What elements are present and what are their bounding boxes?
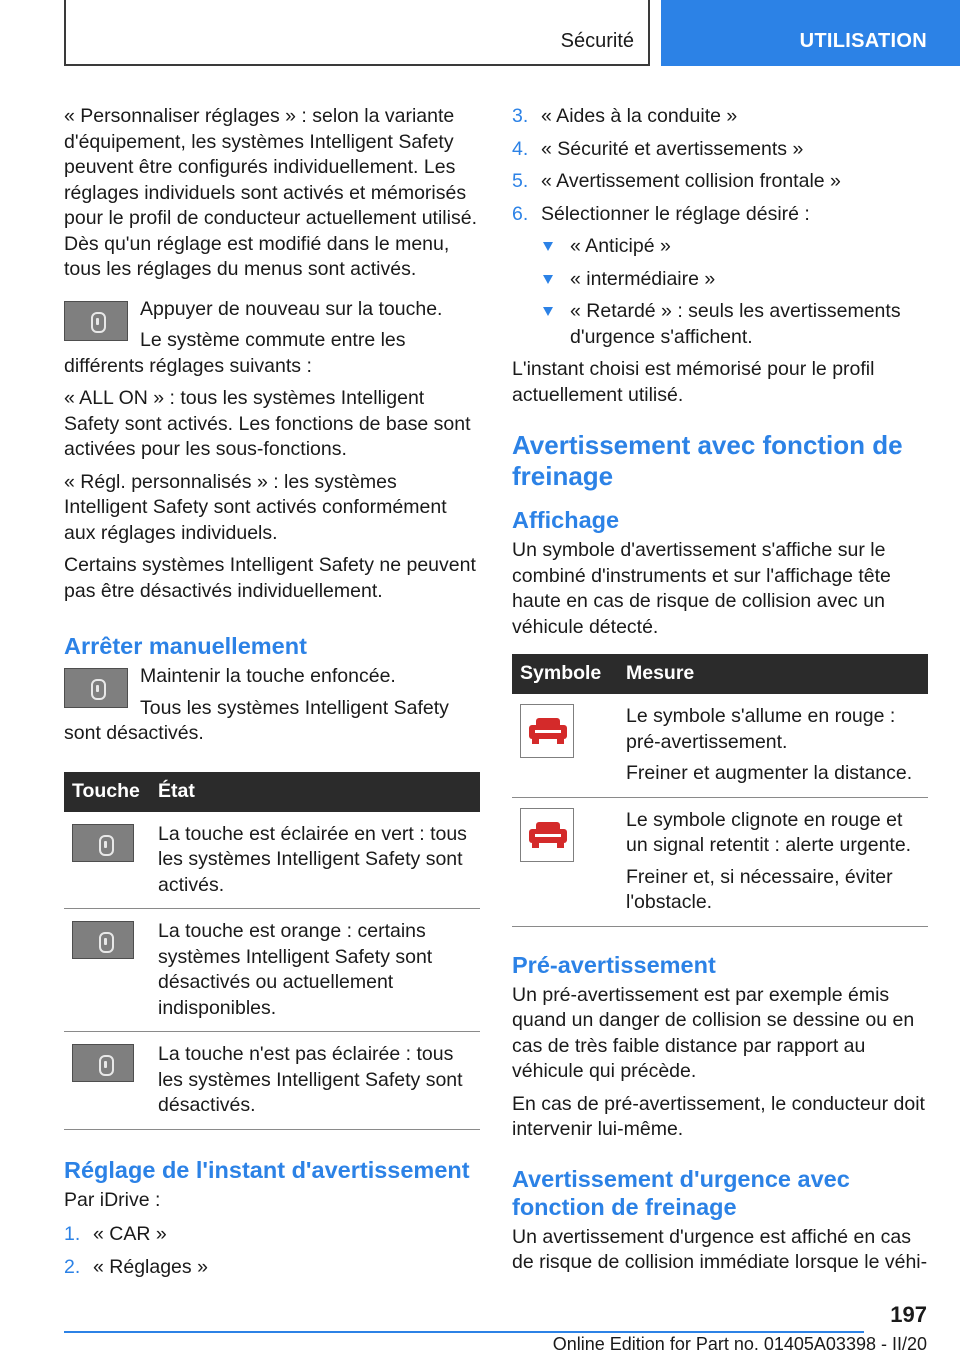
paragraph: Maintenir la touche enfoncée. — [140, 665, 396, 687]
paragraph: « Personnaliser réglages » : selon la variante d'équipement, les systèmes Intelligent Safety peuvent être configurés individuellement. Les réglages individuels sont activés et mémorisés pour le profil de conducteur actuellement utilisé. Dès qu'un réglage est modifié dans le menu, tous les réglages du menus sont activés. — [64, 105, 477, 280]
step-number: 3. — [512, 105, 529, 127]
paragraph: Par iDrive : — [64, 1188, 161, 1211]
option-item — [541, 234, 928, 260]
list-item — [64, 1222, 480, 1248]
paragraph: « Régl. personnalisés » : les systèmes Intelligent Safety sont activés conformément aux réglages individuels. — [64, 470, 447, 544]
step-text: Sélectionner le réglage désiré : — [541, 202, 810, 225]
intelligent-safety-key-icon — [72, 824, 134, 862]
key-instruction-block — [64, 297, 480, 380]
step-number: 5. — [512, 170, 529, 192]
option-list — [541, 234, 928, 350]
step-number: 4. — [512, 137, 529, 160]
step-text: « Avertissement collision frontale » — [541, 170, 841, 192]
key-state-table — [64, 772, 480, 1130]
list-item — [512, 169, 928, 195]
step-list — [512, 104, 928, 350]
table-cell-text: Freiner et augmenter la distance. — [626, 762, 913, 784]
table-header-cell: Symbole — [512, 654, 618, 694]
paragraph: Le système commute entre les différents réglages suivants : — [64, 329, 406, 377]
heading-warning-timing: Réglage de l'instant d'avertissement — [64, 1156, 470, 1183]
table-row — [512, 694, 928, 797]
table-header-cell: Touche — [64, 772, 150, 812]
table-cell-text: Freiner et, si nécessaire, éviter l'obstacle. — [626, 865, 893, 913]
left-column — [64, 104, 480, 1287]
heading-manual-stop: Arrêter manuellement — [64, 633, 307, 659]
table-cell-text: Le symbole clignote en rouge et un signal retentit : alerte urgente. — [626, 808, 912, 856]
list-item — [512, 104, 928, 130]
step-number: 2. — [64, 1255, 81, 1278]
header-chapter-tab — [661, 0, 960, 66]
option-text: « Anticipé » — [570, 235, 671, 257]
table-header-cell: État — [150, 772, 480, 812]
footer-edition: Online Edition for Part no. 01405A03398 - II/20 — [552, 1334, 927, 1354]
step-number: 6. — [512, 202, 529, 225]
header-chapter-title: UTILISATION — [799, 30, 927, 52]
option-text: « Retardé » : seuls les avertissements d'urgence s'affichent. — [570, 300, 901, 348]
paragraph: L'instant choisi est mémorisé pour le profil actuellement utilisé. — [512, 358, 875, 406]
list-item — [512, 202, 928, 351]
triangle-bullet-icon — [543, 307, 553, 316]
list-item — [64, 1255, 480, 1281]
table-cell-text: La touche est orange : certains systèmes Intelligent Safety sont désactivés ou actuellement indisponibles. — [158, 920, 433, 1019]
paragraph: Tous les systèmes Intelligent Safety sont désactivés. — [64, 696, 449, 744]
right-column — [512, 104, 928, 1283]
step-text: « Réglages » — [93, 1255, 208, 1278]
step-text: « Aides à la conduite » — [541, 105, 738, 127]
step-text: « CAR » — [93, 1223, 167, 1245]
intelligent-safety-key-icon — [64, 668, 128, 708]
heading-urgent-warning: Avertissement d'urgence avec fonction de freinage — [512, 1165, 850, 1220]
key-instruction-block — [64, 664, 480, 747]
paragraph: Appuyer de nouveau sur la touche. — [140, 297, 443, 320]
header-section-title: Sécurité — [560, 30, 634, 52]
heading-prewarning: Pré-avertissement — [512, 951, 716, 978]
collision-warning-car-icon — [520, 808, 574, 862]
table-row — [512, 797, 928, 926]
intelligent-safety-key-icon — [72, 921, 134, 959]
paragraph: Un symbole d'avertissement s'affiche sur le combiné d'instruments et sur l'affichage tête haute en cas de risque de collision avec un véhicule détecté. — [512, 539, 891, 638]
table-header-cell: Mesure — [618, 654, 928, 694]
collision-warning-car-icon — [520, 704, 574, 758]
paragraph: En cas de pré-avertissement, le conducteur doit intervenir lui-même. — [512, 1092, 925, 1140]
step-list — [64, 1222, 480, 1280]
page-number: 197 — [890, 1302, 927, 1327]
paragraph: Un avertissement d'urgence est affiché en cas de risque de collision immédiate lorsque le véhi- — [512, 1225, 928, 1273]
paragraph: « ALL ON » : tous les systèmes Intelligent Safety sont activés. Les fonctions de base sont activées pour les sous-fonctions. — [64, 387, 471, 460]
intelligent-safety-key-icon — [72, 1044, 134, 1082]
list-item — [512, 137, 928, 163]
step-text: « Sécurité et avertissements » — [541, 137, 804, 160]
paragraph: Certains systèmes Intelligent Safety ne peuvent pas être désactivés individuellement. — [64, 554, 476, 602]
table-cell-text: Le symbole s'allume en rouge : pré-avertissement. — [626, 705, 896, 753]
table-row — [64, 1032, 480, 1130]
table-header-row — [64, 772, 480, 812]
triangle-bullet-icon — [543, 242, 553, 251]
header-section-box — [64, 0, 650, 66]
table-header-row — [512, 654, 928, 694]
table-row — [64, 812, 480, 909]
option-item — [541, 299, 928, 350]
symbol-measure-table — [512, 654, 928, 927]
table-cell-text: La touche n'est pas éclairée : tous les systèmes Intelligent Safety sont désactivés. — [158, 1043, 463, 1116]
footer-divider — [64, 1331, 864, 1333]
option-item — [541, 267, 928, 293]
intelligent-safety-key-icon — [64, 301, 128, 341]
heading-display: Affichage — [512, 507, 620, 533]
heading-brake-warning: Avertissement avec fonction de freinage — [512, 430, 903, 491]
table-cell-text: La touche est éclairée en vert : tous les systèmes Intelligent Safety sont activés. — [158, 822, 467, 896]
paragraph: Un pré-avertissement est par exemple émis quand un danger de collision se dessine ou en cas de très faible distance par rapport au véhicule qui précède. — [512, 983, 915, 1082]
triangle-bullet-icon — [543, 275, 553, 284]
option-text: « intermédiaire » — [570, 267, 716, 290]
table-row — [64, 909, 480, 1032]
step-number: 1. — [64, 1223, 81, 1245]
